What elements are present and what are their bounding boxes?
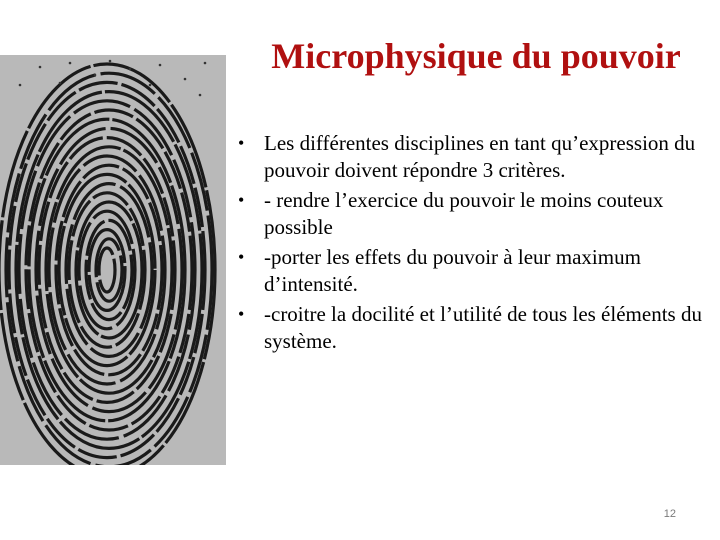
fingerprint-speck — [59, 82, 62, 85]
bullet-item — [238, 244, 708, 298]
bullet-text: - rendre l’exercice du pouvoir le moins couteux possible — [264, 188, 664, 239]
fingerprint-image — [0, 55, 226, 465]
bullet-item — [238, 187, 708, 241]
fingerprint-speck — [199, 94, 202, 97]
bullet-icon: • — [238, 190, 245, 210]
fingerprint-speck — [204, 62, 207, 65]
fingerprint-speck — [69, 62, 72, 65]
bullet-text: -porter les effets du pouvoir à leur maximum d’intensité. — [264, 245, 641, 296]
fingerprint-speck — [39, 66, 42, 69]
fingerprint-ridge — [99, 248, 115, 292]
bullet-item — [238, 301, 708, 355]
fingerprint-speck — [129, 68, 132, 71]
bullet-icon: • — [238, 304, 245, 324]
fingerprint-speck — [149, 84, 152, 87]
fingerprint-speck — [184, 78, 187, 81]
fingerprint-speck — [94, 74, 97, 77]
fingerprint-ridge — [26, 110, 192, 430]
fingerprint-speck — [159, 64, 162, 67]
bullet-icon: • — [238, 247, 245, 267]
bullet-icon: • — [238, 133, 245, 153]
bullet-list — [238, 130, 708, 358]
bullet-item — [238, 130, 708, 184]
bullet-text: -croitre la docilité et l’utilité de tous les éléments du système. — [264, 302, 702, 353]
fingerprint-speck — [19, 84, 22, 87]
slide-title: Microphysique du pouvoir — [271, 36, 681, 76]
bullet-text: Les différentes disciplines en tant qu’expression du pouvoir doivent répondre 3 critères. — [264, 131, 696, 182]
fingerprint-speck — [109, 60, 112, 63]
page-number: 12 — [663, 508, 676, 520]
